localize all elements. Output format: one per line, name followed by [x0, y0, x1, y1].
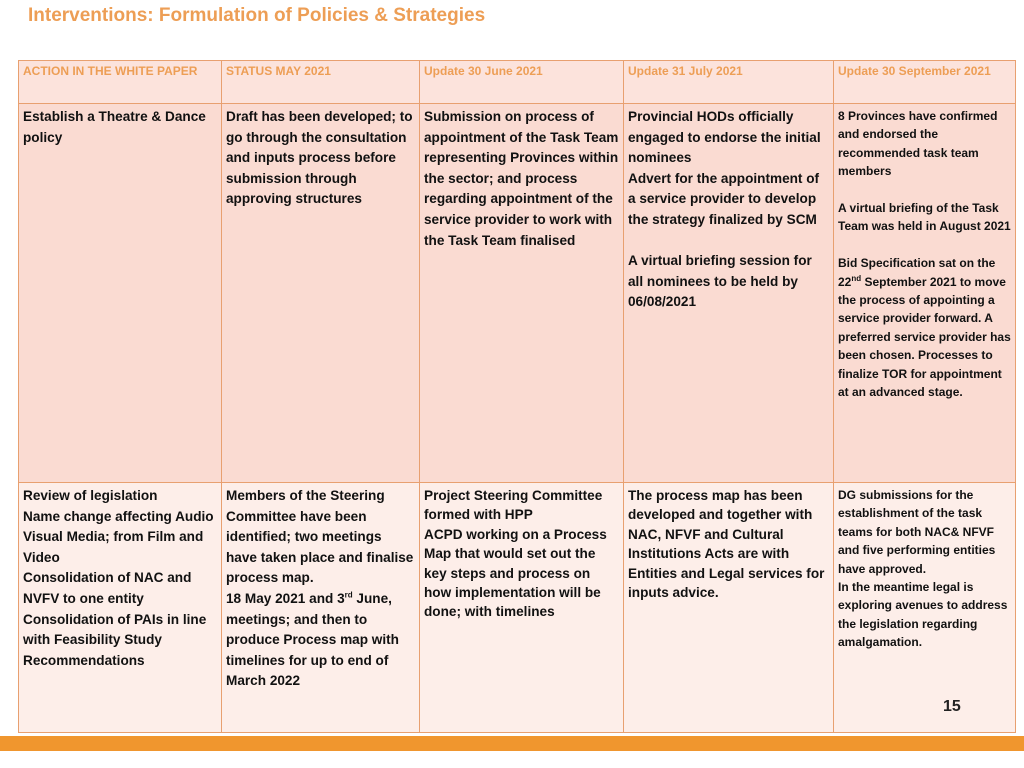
footer-bar — [0, 736, 1024, 751]
cell-update-july: Provincial HODs officially engaged to endorse the initial nominees Advert for the appointment of a service provider to develop the strategy finalized by SCM A virtual briefing session for all nominees to be held by 06/08/2021 — [624, 104, 834, 483]
ordinal-suffix: nd — [851, 273, 862, 283]
header-update-july: Update 31 July 2021 — [624, 61, 834, 104]
cell-action: Establish a Theatre & Dance policy — [19, 104, 222, 483]
status-text-part2: June, meetings; and then to produce Process map with timelines for up to end of March 2022 — [226, 590, 399, 689]
table-header-row — [19, 61, 1016, 104]
ordinal-suffix: rd — [344, 590, 353, 600]
table-row — [19, 483, 1016, 733]
interventions-table — [18, 60, 1016, 733]
header-update-sept: Update 30 September 2021 — [834, 61, 1016, 104]
cell-update-june: Submission on process of appointment of the Task Team representing Provinces within the sector; and process regarding appointment of the service provider to work with the Task Team finalised — [420, 104, 624, 483]
cell-update-july: The process map has been developed and together with NAC, NFVF and Cultural Institutions Acts are with Entities and Legal services for inputs advice. — [624, 483, 834, 733]
header-action: ACTION IN THE WHITE PAPER — [19, 61, 222, 104]
header-status-may: STATUS MAY 2021 — [222, 61, 420, 104]
cell-update-sept: DG submissions for the establishment of the task teams for both NAC& NFVF and five performing entities have approved. In the meantime legal is exploring avenues to address the legislation regarding amalgamation. — [834, 483, 1016, 733]
cell-status-may: Draft has been developed; to go through the consultation and inputs process before submission through approving structures — [222, 104, 420, 483]
cell-update-june: Project Steering Committee formed with HPP ACPD working on a Process Map that would set out the key steps and process on how implementation will be done; with timelines — [420, 483, 624, 733]
header-update-june: Update 30 June 2021 — [420, 61, 624, 104]
table-row — [19, 104, 1016, 483]
cell-update-sept — [834, 104, 1016, 483]
sept-date-number: 22 — [838, 274, 852, 289]
cell-action: Review of legislation Name change affecting Audio Visual Media; from Film and Video Consolidation of NAC and NVFV to one entity Consolidation of PAIs in line with Feasibility Study Recommendations — [19, 483, 222, 733]
slide-title: Interventions: Formulation of Policies & Strategies — [28, 5, 486, 26]
sept-text-part1: 8 Provinces have confirmed and endorsed the recommended task team members A virtual briefing of the Task Team was held in August 2021 Bid Specification sat on the — [838, 109, 1011, 271]
sept-text-part2: September 2021 to move the process of appointing a service provider forward. A preferred service provider has been chosen. Processes to finalize TOR for appointment at an advanced stage. — [838, 274, 1011, 400]
page-number: 15 — [943, 698, 961, 715]
cell-status-may — [222, 483, 420, 733]
status-text-part1: Members of the Steering Committee have been identified; two meetings have taken place and finalise process map. 18 May 2021 and 3 — [226, 488, 414, 606]
